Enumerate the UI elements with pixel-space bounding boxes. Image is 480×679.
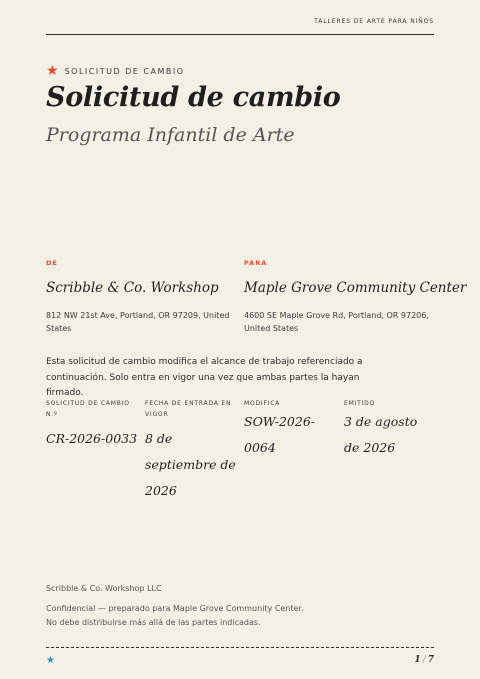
party-from-address: 812 NW 21st Ave, Portland, OR 97209, United States (46, 311, 230, 333)
meta-number (46, 398, 138, 452)
page-current: 1 (414, 655, 421, 665)
eyebrow-row (46, 65, 185, 77)
party-from-name: Scribble & Co. Workshop (46, 280, 219, 296)
doc-subtitle: Programa Infantil de Arte (46, 124, 295, 146)
party-to-address: 4600 SE Maple Grove Rd, Portland, OR 97206, United States (244, 311, 429, 333)
footer-confidential-line2: No debe distribuirse más allá de las partes indicadas. (46, 618, 261, 627)
meta-number-label: SOLICITUD DE CAMBIO N.º (46, 400, 130, 418)
meta-issued-label: EMITIDO (344, 400, 376, 407)
meta-effective-label: FECHA DE ENTRADA EN VIGOR (145, 400, 232, 418)
footer-rule (46, 647, 434, 648)
party-from (46, 259, 236, 335)
footer-confidential-line1: Confidencial — preparado para Maple Grove Community Center. (46, 604, 304, 613)
header-rule (46, 34, 434, 35)
intro-text: Esta solicitud de cambio modifica el alcance de trabajo referenciado a continuación. Solo entra en vigor una vez que ambas partes la hayan firmado. (46, 357, 363, 398)
party-to-label: PARA (244, 259, 268, 267)
footer-company: Scribble & Co. Workshop LLC (46, 584, 162, 593)
meta-effective (145, 398, 237, 504)
party-to-name: Maple Grove Community Center (244, 280, 467, 296)
footer-confidential (46, 602, 304, 630)
meta-issued (344, 398, 434, 461)
star-icon: ★ (46, 63, 59, 79)
doc-eyebrow: SOLICITUD DE CAMBIO (64, 66, 185, 76)
meta-number-value: CR-2026-0033 (46, 431, 138, 446)
running-head: TALLERES DE ARTE PARA NIÑOS (314, 18, 434, 25)
party-from-label: DE (46, 259, 58, 267)
meta-modifies-value: SOW-2026-0064 (244, 414, 316, 455)
doc-title: Solicitud de cambio (46, 82, 341, 113)
meta-modifies-label: MODIFICA (244, 400, 281, 407)
page-number (414, 655, 434, 665)
meta-modifies (244, 398, 324, 461)
meta-issued-value: 3 de agosto de 2026 (344, 414, 418, 455)
star-icon: ★ (46, 655, 55, 666)
page-separator: / (422, 655, 426, 665)
party-to (244, 259, 467, 335)
document-page (46, 0, 467, 679)
page-total: 7 (427, 655, 434, 665)
meta-effective-value: 8 de septiembre de 2026 (145, 431, 236, 498)
